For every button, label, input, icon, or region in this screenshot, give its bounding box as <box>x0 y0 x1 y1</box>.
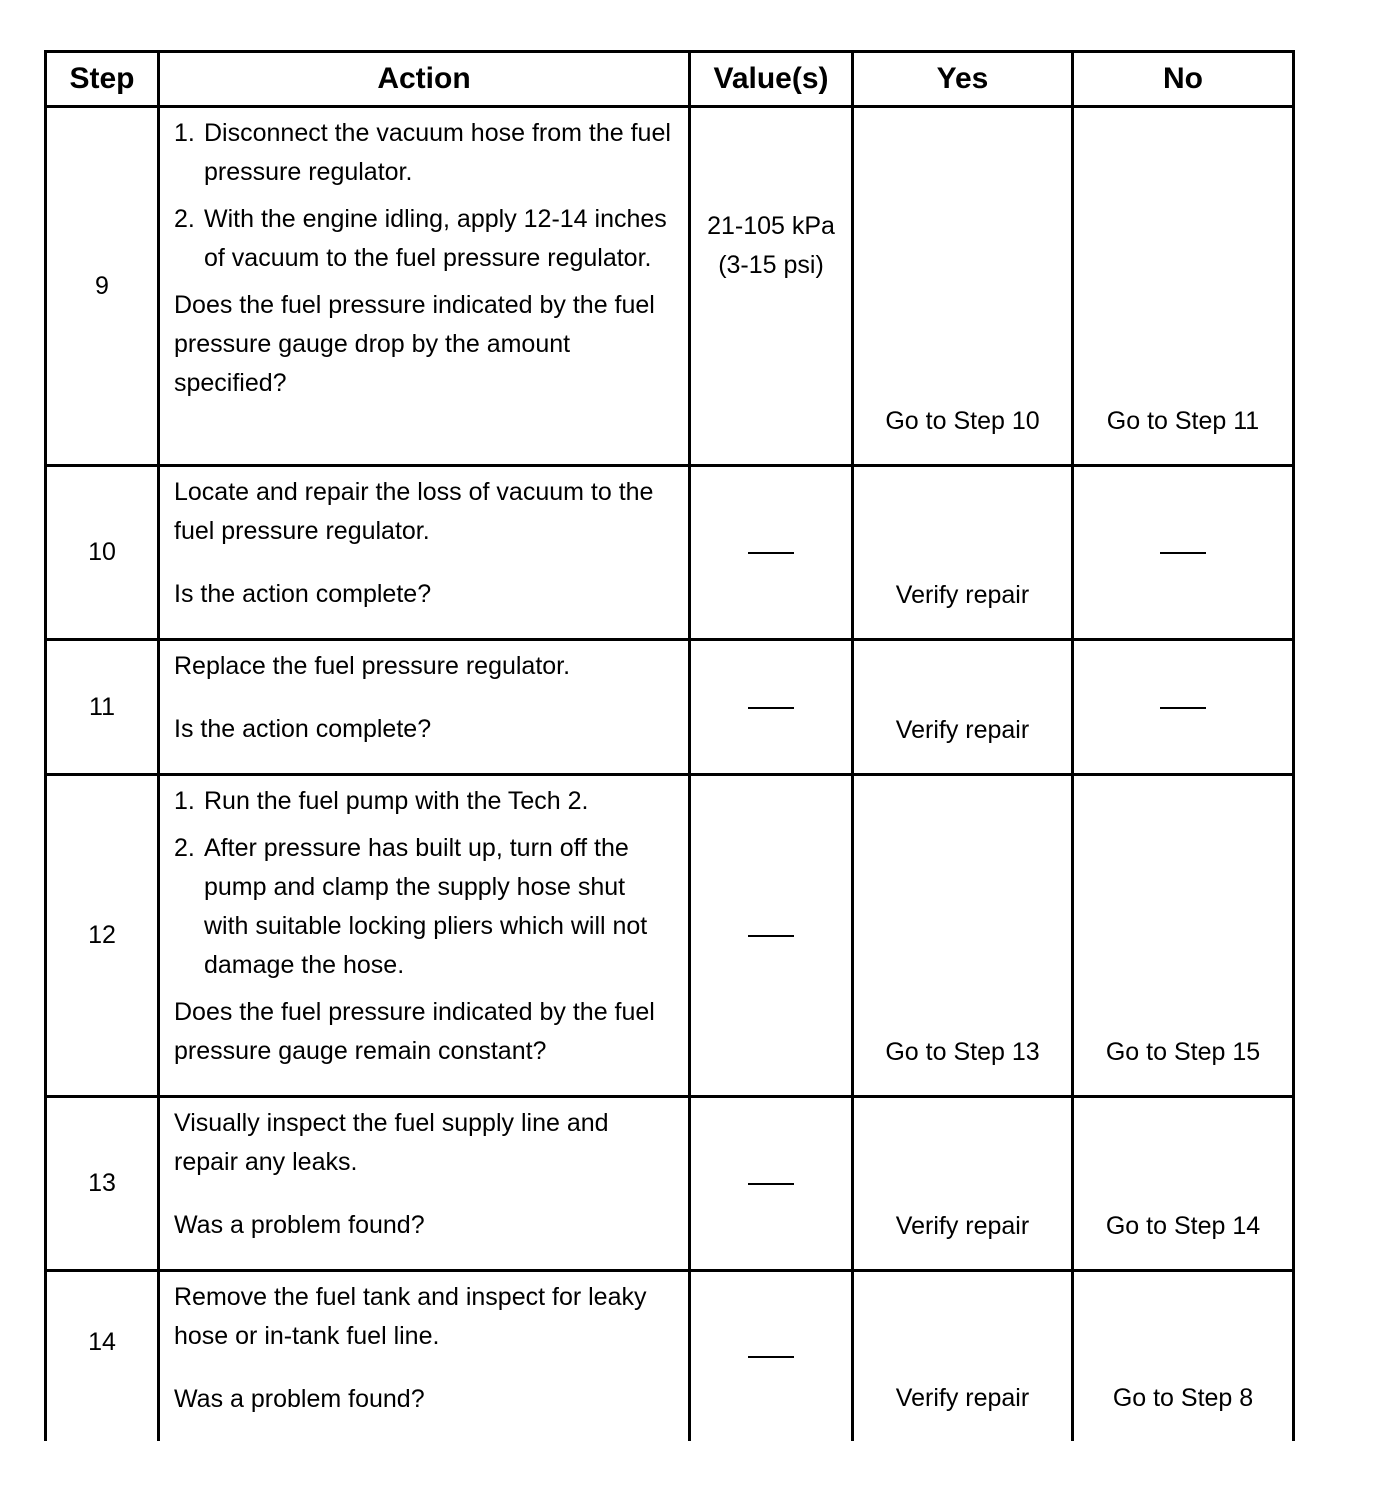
action-instruction: Remove the fuel tank and inspect for leaky hose or in-tank fuel line. <box>174 1283 647 1350</box>
header-yes: Yes <box>853 52 1073 107</box>
yes-cell: Verify repair <box>853 1271 1073 1441</box>
step-number: 13 <box>46 1097 159 1271</box>
header-no: No <box>1073 52 1294 107</box>
value-cell <box>690 1271 853 1441</box>
action-question: Does the fuel pressure indicated by the fuel pressure gauge remain constant? <box>174 998 655 1065</box>
value-cell <box>690 107 853 466</box>
step-number: 9 <box>46 107 159 466</box>
diagnostic-table <box>44 50 1295 1441</box>
action-step: 2. After pressure has built up, turn off the pump and clamp the supply hose shut with suitable locking pliers which will not damage the hose. <box>174 834 648 979</box>
yes-cell: Verify repair <box>853 1097 1073 1271</box>
action-question: Was a problem found? <box>174 1385 425 1413</box>
table-row <box>46 107 1294 466</box>
action-cell <box>159 1097 690 1271</box>
table-row <box>46 466 1294 640</box>
yes-cell: Verify repair <box>853 640 1073 775</box>
action-cell <box>159 466 690 640</box>
action-cell <box>159 107 690 466</box>
yes-cell: Verify repair <box>853 466 1073 640</box>
header-step: Step <box>46 52 159 107</box>
action-cell <box>159 1271 690 1441</box>
action-instruction: Replace the fuel pressure regulator. <box>174 652 571 680</box>
value-cell <box>690 775 853 1097</box>
no-value-dash <box>748 935 794 937</box>
table-row <box>46 775 1294 1097</box>
value-cell <box>690 466 853 640</box>
value-cell <box>690 1097 853 1271</box>
pressure-value: 21-105 kPa (3-15 psi) <box>707 212 835 279</box>
action-question: Is the action complete? <box>174 715 432 743</box>
action-steps <box>174 114 674 278</box>
step-number: 14 <box>46 1271 159 1441</box>
table-row <box>46 1097 1294 1271</box>
no-value-dash <box>748 552 794 554</box>
diagnostic-table-sheet <box>44 50 1292 1442</box>
yes-cell: Go to Step 13 <box>853 775 1073 1097</box>
action-cell <box>159 775 690 1097</box>
no-cell <box>1073 640 1294 775</box>
action-question: Was a problem found? <box>174 1211 425 1239</box>
table-row <box>46 1271 1294 1441</box>
no-cell: Go to Step 11 <box>1073 107 1294 466</box>
table-row <box>46 640 1294 775</box>
step-number: 12 <box>46 775 159 1097</box>
step-number: 10 <box>46 466 159 640</box>
action-instruction: Visually inspect the fuel supply line and repair any leaks. <box>174 1109 609 1176</box>
action-instruction: Locate and repair the loss of vacuum to the fuel pressure regulator. <box>174 478 654 545</box>
no-cell <box>1073 466 1294 640</box>
header-row <box>46 52 1294 107</box>
action-step: 1. Disconnect the vacuum hose from the fuel pressure regulator. <box>174 119 671 186</box>
action-cell <box>159 640 690 775</box>
no-cell: Go to Step 8 <box>1073 1271 1294 1441</box>
action-question: Is the action complete? <box>174 580 432 608</box>
value-cell <box>690 640 853 775</box>
no-value-dash <box>748 1356 794 1358</box>
header-action: Action <box>159 52 690 107</box>
step-number: 11 <box>46 640 159 775</box>
yes-cell: Go to Step 10 <box>853 107 1073 466</box>
no-value-dash <box>748 1183 794 1185</box>
action-steps <box>174 782 674 985</box>
action-step: 1. Run the fuel pump with the Tech 2. <box>174 787 589 815</box>
no-cell: Go to Step 14 <box>1073 1097 1294 1271</box>
no-value-dash <box>1160 552 1206 554</box>
no-value-dash <box>748 707 794 709</box>
header-values: Value(s) <box>690 52 853 107</box>
action-step: 2. With the engine idling, apply 12-14 inches of vacuum to the fuel pressure regulator. <box>174 205 667 272</box>
no-value-dash <box>1160 707 1206 709</box>
no-cell: Go to Step 15 <box>1073 775 1294 1097</box>
action-question: Does the fuel pressure indicated by the fuel pressure gauge drop by the amount specified? <box>174 291 655 397</box>
